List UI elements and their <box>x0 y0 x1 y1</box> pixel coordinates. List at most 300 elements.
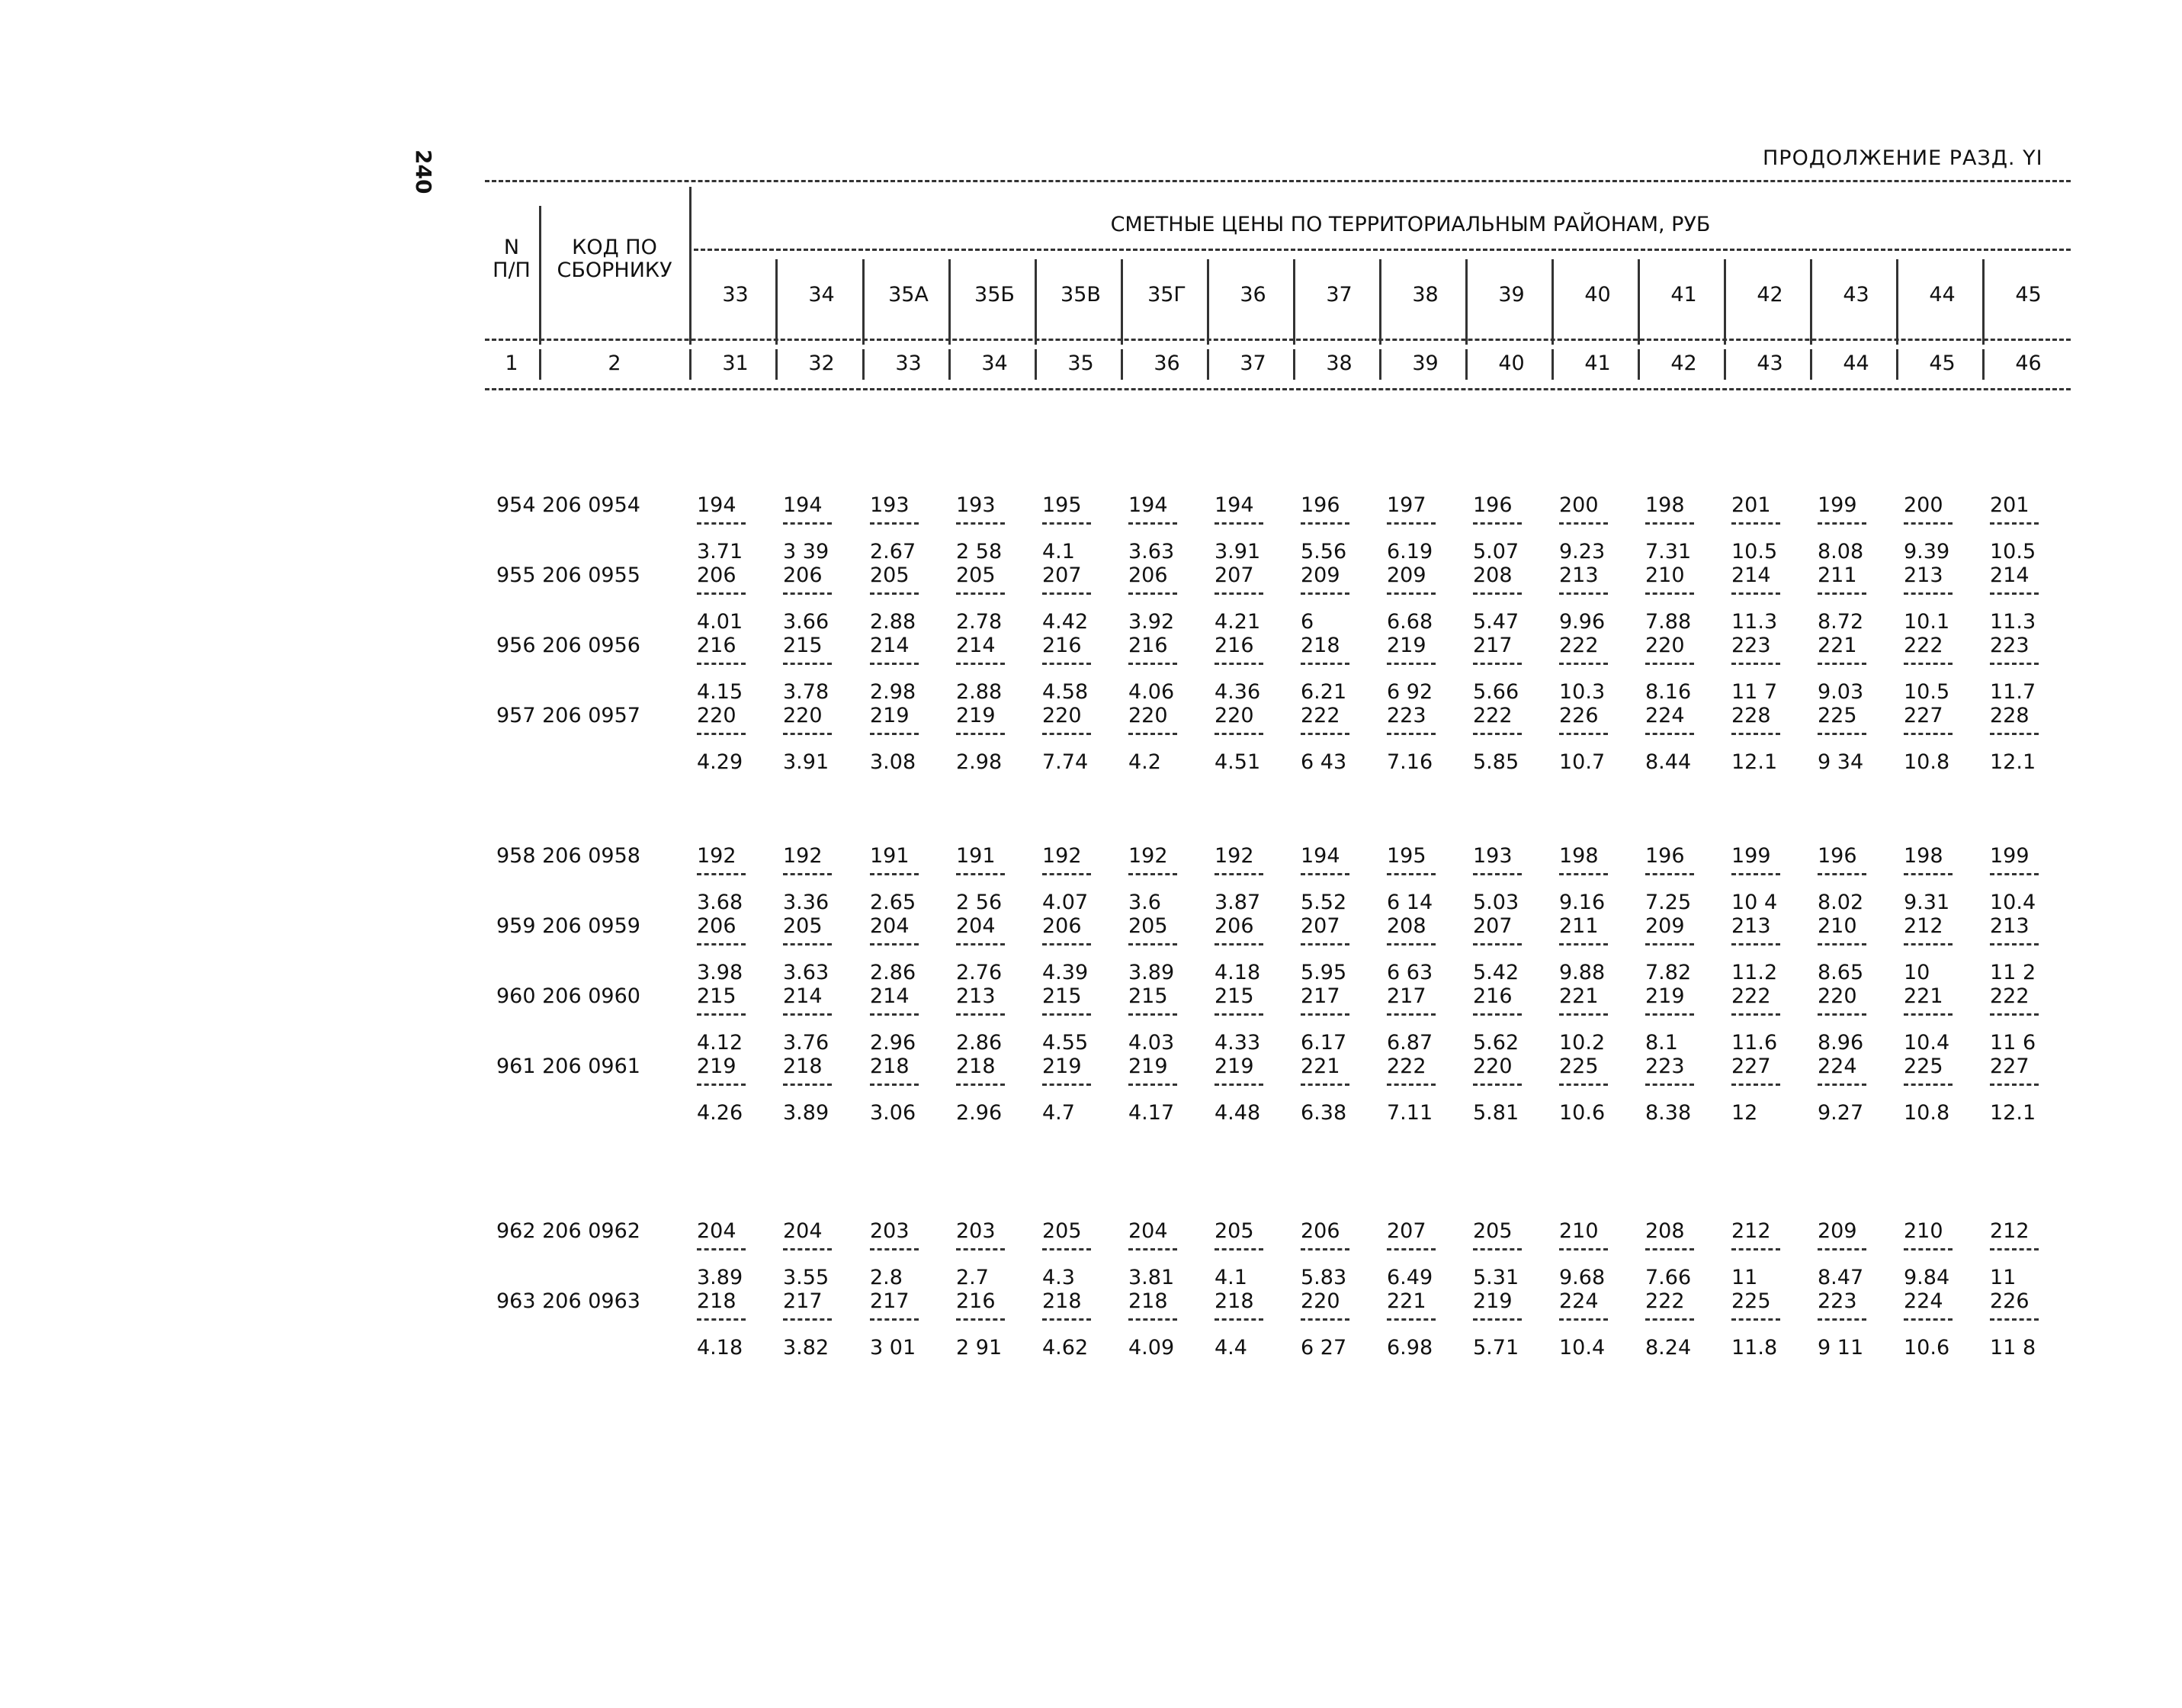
price-value: 194 <box>697 493 736 517</box>
price-value: 204 <box>783 1219 823 1243</box>
price-value: 7.11 <box>1387 1101 1433 1125</box>
price-value: 8.72 <box>1818 610 1864 634</box>
fraction-rule <box>783 592 832 595</box>
price-value: 6.19 <box>1387 540 1433 563</box>
price-value: 3 01 <box>870 1336 916 1360</box>
price-value: 11.8 <box>1731 1336 1778 1360</box>
price-value: 8.16 <box>1645 680 1692 704</box>
fraction-rule <box>870 522 919 525</box>
fraction-rule <box>1904 592 1953 595</box>
price-value: 5.62 <box>1473 1031 1519 1055</box>
fraction-rule <box>1904 663 1953 665</box>
price-value: 5.52 <box>1301 891 1347 914</box>
fraction-rule <box>1128 1084 1177 1086</box>
fraction-rule <box>1301 733 1349 735</box>
fraction-rule <box>1731 943 1780 946</box>
price-value: 2 58 <box>956 540 1003 563</box>
header-region: 41 <box>1670 283 1697 307</box>
fraction-rule <box>1990 1084 2039 1086</box>
fraction-rule <box>1818 1318 1866 1321</box>
row-code-label: 959 206 0959 <box>496 914 640 938</box>
column-number: 42 <box>1670 352 1697 375</box>
price-value: 5.71 <box>1473 1336 1519 1360</box>
price-value: 224 <box>1645 704 1685 727</box>
fraction-rule <box>1301 663 1349 665</box>
price-value: 198 <box>1645 493 1685 517</box>
price-value: 226 <box>1990 1289 2030 1313</box>
price-value: 4.51 <box>1215 750 1261 774</box>
fraction-rule <box>956 592 1005 595</box>
fraction-rule <box>1645 1013 1694 1016</box>
fraction-rule <box>870 1318 919 1321</box>
price-value: 192 <box>1215 844 1254 868</box>
fraction-rule <box>783 943 832 946</box>
price-value: 208 <box>1645 1219 1685 1243</box>
fraction-rule <box>783 1318 832 1321</box>
price-value: 204 <box>1128 1219 1168 1243</box>
fraction-rule <box>1904 1318 1953 1321</box>
fraction-rule <box>1301 1318 1349 1321</box>
price-value: 207 <box>1301 914 1340 938</box>
price-value: 10 <box>1904 961 1930 984</box>
price-value: 7.74 <box>1042 750 1089 774</box>
price-value: 4.4 <box>1215 1336 1247 1360</box>
price-value: 221 <box>1904 984 1943 1008</box>
price-value: 4.39 <box>1042 961 1089 984</box>
price-value: 10.4 <box>1904 1031 1950 1055</box>
fraction-rule <box>1128 663 1177 665</box>
price-value: 2 56 <box>956 891 1003 914</box>
price-value: 12 <box>1731 1101 1758 1125</box>
price-value: 218 <box>1301 634 1340 657</box>
price-value: 11 2 <box>1990 961 2036 984</box>
price-value: 223 <box>1387 704 1426 727</box>
price-value: 218 <box>1215 1289 1254 1313</box>
fraction-rule <box>1731 592 1780 595</box>
price-value: 193 <box>1473 844 1513 868</box>
price-value: 219 <box>1215 1055 1254 1078</box>
price-value: 206 <box>1128 563 1168 587</box>
price-value: 200 <box>1559 493 1599 517</box>
price-value: 222 <box>1387 1055 1426 1078</box>
price-value: 192 <box>1128 844 1168 868</box>
row-code-label: 963 206 0963 <box>496 1289 640 1313</box>
fraction-rule <box>1042 873 1091 875</box>
price-value: 224 <box>1904 1289 1943 1313</box>
price-value: 7.16 <box>1387 750 1433 774</box>
fraction-rule <box>1990 943 2039 946</box>
price-value: 220 <box>783 704 823 727</box>
price-value: 6 27 <box>1301 1336 1347 1360</box>
price-value: 3.89 <box>697 1266 743 1289</box>
price-value: 9.88 <box>1559 961 1606 984</box>
price-value: 3.91 <box>1215 540 1261 563</box>
header-region: 35Г <box>1147 283 1186 307</box>
price-value: 3.76 <box>783 1031 829 1055</box>
price-value: 224 <box>1818 1055 1857 1078</box>
price-value: 210 <box>1645 563 1685 587</box>
fraction-rule <box>1387 663 1436 665</box>
price-value: 218 <box>697 1289 736 1313</box>
fraction-rule <box>1818 1248 1866 1250</box>
fraction-rule <box>870 1248 919 1250</box>
price-value: 4.15 <box>697 680 743 704</box>
price-value: 11.6 <box>1731 1031 1778 1055</box>
fraction-rule <box>1818 733 1866 735</box>
price-value: 196 <box>1301 493 1340 517</box>
price-value: 3.89 <box>1128 961 1175 984</box>
price-value: 11.2 <box>1731 961 1778 984</box>
fraction-rule <box>956 1318 1005 1321</box>
price-value: 2.8 <box>870 1266 903 1289</box>
price-value: 10.6 <box>1559 1101 1606 1125</box>
fraction-rule <box>1387 943 1436 946</box>
price-value: 5.47 <box>1473 610 1519 634</box>
fraction-rule <box>1559 663 1608 665</box>
fraction-rule <box>1215 1013 1263 1016</box>
fraction-rule <box>1301 522 1349 525</box>
fraction-rule <box>1731 1318 1780 1321</box>
price-value: 2.7 <box>956 1266 989 1289</box>
price-value: 7.66 <box>1645 1266 1692 1289</box>
price-value: 8.24 <box>1645 1336 1692 1360</box>
fraction-rule <box>870 1084 919 1086</box>
price-value: 191 <box>870 844 910 868</box>
header-rule-group <box>694 249 2071 251</box>
price-value: 11.3 <box>1990 610 2036 634</box>
fraction-rule <box>870 663 919 665</box>
header-n-label: П/П <box>493 258 531 282</box>
fraction-rule <box>1904 733 1953 735</box>
price-value: 7.31 <box>1645 540 1692 563</box>
price-value: 213 <box>1731 914 1771 938</box>
price-value: 2.76 <box>956 961 1003 984</box>
column-number: 34 <box>981 352 1008 375</box>
fraction-rule <box>956 943 1005 946</box>
fraction-rule <box>956 1084 1005 1086</box>
price-value: 3.63 <box>783 961 829 984</box>
header-region: 43 <box>1843 283 1869 307</box>
price-value: 12.1 <box>1731 750 1778 774</box>
header-code-label: СБОРНИКУ <box>557 258 672 282</box>
fraction-rule <box>1818 873 1866 875</box>
fraction-rule <box>956 1013 1005 1016</box>
column-number: 38 <box>1326 352 1353 375</box>
price-value: 207 <box>1215 563 1254 587</box>
header-rule-bottom <box>485 388 2071 390</box>
price-value: 2.78 <box>956 610 1003 634</box>
price-value: 8.08 <box>1818 540 1864 563</box>
fraction-rule <box>1215 1084 1263 1086</box>
price-value: 196 <box>1818 844 1857 868</box>
price-value: 199 <box>1731 844 1771 868</box>
price-value: 206 <box>697 914 736 938</box>
fraction-rule <box>1990 873 2039 875</box>
price-value: 3 39 <box>783 540 829 563</box>
price-value: 199 <box>1990 844 2030 868</box>
price-value: 196 <box>1645 844 1685 868</box>
price-value: 223 <box>1990 634 2030 657</box>
price-value: 11 <box>1731 1266 1758 1289</box>
fraction-rule <box>1387 1248 1436 1250</box>
price-value: 197 <box>1387 493 1426 517</box>
fraction-rule <box>1904 1084 1953 1086</box>
price-value: 8.47 <box>1818 1266 1864 1289</box>
fraction-rule <box>1215 592 1263 595</box>
price-value: 214 <box>956 634 996 657</box>
fraction-rule <box>783 1084 832 1086</box>
fraction-rule <box>1645 733 1694 735</box>
price-value: 218 <box>1042 1289 1082 1313</box>
fraction-rule <box>1473 1013 1522 1016</box>
price-value: 6 63 <box>1387 961 1433 984</box>
price-value: 10.7 <box>1559 750 1606 774</box>
price-value: 205 <box>1128 914 1168 938</box>
price-value: 195 <box>1387 844 1426 868</box>
price-value: 9.23 <box>1559 540 1606 563</box>
price-value: 213 <box>956 984 996 1008</box>
price-value: 222 <box>1301 704 1340 727</box>
price-value: 8.38 <box>1645 1101 1692 1125</box>
price-value: 198 <box>1559 844 1599 868</box>
header-n-label: N <box>503 236 520 259</box>
fraction-rule <box>1473 733 1522 735</box>
price-value: 10.5 <box>1904 680 1950 704</box>
price-value: 217 <box>1301 984 1340 1008</box>
fraction-rule <box>1559 1248 1608 1250</box>
column-number: 39 <box>1412 352 1439 375</box>
price-value: 220 <box>1042 704 1082 727</box>
fraction-rule <box>1042 1084 1091 1086</box>
price-value: 210 <box>1559 1219 1599 1243</box>
fraction-rule <box>1990 663 2039 665</box>
price-value: 7.88 <box>1645 610 1692 634</box>
price-value: 223 <box>1731 634 1771 657</box>
price-value: 7.25 <box>1645 891 1692 914</box>
price-value: 2.98 <box>956 750 1003 774</box>
price-value: 220 <box>1473 1055 1513 1078</box>
fraction-rule <box>1731 733 1780 735</box>
header-divider-n <box>539 206 541 345</box>
price-value: 4.2 <box>1128 750 1161 774</box>
fraction-rule <box>870 592 919 595</box>
price-value: 4.06 <box>1128 680 1175 704</box>
price-value: 222 <box>1990 984 2030 1008</box>
header-divider-code-lower <box>689 349 692 380</box>
column-number: 1 <box>505 352 518 375</box>
fraction-rule <box>1990 1248 2039 1250</box>
price-value: 8.44 <box>1645 750 1692 774</box>
price-value: 194 <box>1128 493 1168 517</box>
price-value: 205 <box>1473 1219 1513 1243</box>
price-value: 215 <box>783 634 823 657</box>
price-value: 4.18 <box>697 1336 743 1360</box>
fraction-rule <box>1473 1318 1522 1321</box>
price-value: 9 11 <box>1818 1336 1864 1360</box>
price-value: 5.66 <box>1473 680 1519 704</box>
price-value: 213 <box>1559 563 1599 587</box>
price-value: 3.82 <box>783 1336 829 1360</box>
price-value: 219 <box>697 1055 736 1078</box>
fraction-rule <box>1818 592 1866 595</box>
price-value: 221 <box>1559 984 1599 1008</box>
price-value: 225 <box>1559 1055 1599 1078</box>
price-value: 10.5 <box>1731 540 1778 563</box>
fraction-rule <box>1990 1318 2039 1321</box>
price-value: 221 <box>1387 1289 1426 1313</box>
price-value: 206 <box>697 563 736 587</box>
price-value: 11 7 <box>1731 680 1778 704</box>
fraction-rule <box>1990 733 2039 735</box>
price-value: 8.02 <box>1818 891 1864 914</box>
price-value: 198 <box>1904 844 1943 868</box>
price-value: 2 91 <box>956 1336 1003 1360</box>
fraction-rule <box>783 873 832 875</box>
price-value: 212 <box>1904 914 1943 938</box>
price-value: 215 <box>1128 984 1168 1008</box>
price-value: 5.56 <box>1301 540 1347 563</box>
price-value: 204 <box>697 1219 736 1243</box>
price-value: 3.06 <box>870 1101 916 1125</box>
price-value: 10.1 <box>1904 610 1950 634</box>
price-value: 214 <box>1731 563 1771 587</box>
price-value: 4.12 <box>697 1031 743 1055</box>
price-value: 228 <box>1731 704 1771 727</box>
price-value: 227 <box>1731 1055 1771 1078</box>
fraction-rule <box>1042 943 1091 946</box>
price-value: 3.6 <box>1128 891 1161 914</box>
fraction-rule <box>1818 522 1866 525</box>
fraction-rule <box>1731 1084 1780 1086</box>
price-value: 9.03 <box>1818 680 1864 704</box>
fraction-rule <box>697 1084 746 1086</box>
fraction-rule <box>1645 522 1694 525</box>
price-value: 6.21 <box>1301 680 1347 704</box>
price-value: 214 <box>870 984 910 1008</box>
fraction-rule <box>1301 1084 1349 1086</box>
column-number: 40 <box>1498 352 1525 375</box>
price-value: 217 <box>1473 634 1513 657</box>
fraction-rule <box>870 733 919 735</box>
fraction-rule <box>1645 943 1694 946</box>
price-value: 10.8 <box>1904 750 1950 774</box>
price-value: 11 <box>1990 1266 2017 1289</box>
price-value: 226 <box>1559 704 1599 727</box>
header-region: 33 <box>722 283 749 307</box>
price-value: 206 <box>1215 914 1254 938</box>
price-value: 8.96 <box>1818 1031 1864 1055</box>
price-value: 191 <box>956 844 996 868</box>
fraction-rule <box>1301 1248 1349 1250</box>
price-value: 203 <box>870 1219 910 1243</box>
fraction-rule <box>1473 943 1522 946</box>
price-value: 6.68 <box>1387 610 1433 634</box>
fraction-rule <box>1301 873 1349 875</box>
fraction-rule <box>1559 1013 1608 1016</box>
fraction-rule <box>1387 873 1436 875</box>
price-value: 3.71 <box>697 540 743 563</box>
price-value: 11.7 <box>1990 680 2036 704</box>
price-value: 214 <box>870 634 910 657</box>
price-value: 206 <box>1301 1219 1340 1243</box>
price-value: 6 92 <box>1387 680 1433 704</box>
price-value: 4.1 <box>1042 540 1075 563</box>
price-value: 218 <box>956 1055 996 1078</box>
price-value: 210 <box>1818 914 1857 938</box>
fraction-rule <box>783 663 832 665</box>
price-value: 207 <box>1387 1219 1426 1243</box>
fraction-rule <box>1731 1248 1780 1250</box>
price-value: 220 <box>1301 1289 1340 1313</box>
price-value: 220 <box>1128 704 1168 727</box>
fraction-rule <box>956 1248 1005 1250</box>
fraction-rule <box>1215 522 1263 525</box>
column-number: 37 <box>1240 352 1266 375</box>
fraction-rule <box>1559 733 1608 735</box>
header-region: 35В <box>1061 283 1101 307</box>
price-value: 215 <box>1042 984 1082 1008</box>
price-value: 6.87 <box>1387 1031 1433 1055</box>
price-value: 205 <box>783 914 823 938</box>
price-value: 3.78 <box>783 680 829 704</box>
fraction-rule <box>1215 943 1263 946</box>
row-code-label: 957 206 0957 <box>496 704 640 727</box>
price-value: 225 <box>1818 704 1857 727</box>
fraction-rule <box>1215 1248 1263 1250</box>
price-value: 219 <box>870 704 910 727</box>
fraction-rule <box>1904 1013 1953 1016</box>
fraction-rule <box>697 1013 746 1016</box>
price-value: 216 <box>1215 634 1254 657</box>
fraction-rule <box>1301 943 1349 946</box>
price-value: 225 <box>1904 1055 1943 1078</box>
price-value: 205 <box>1042 1219 1082 1243</box>
price-value: 193 <box>870 493 910 517</box>
fraction-rule <box>1473 522 1522 525</box>
page-header: ПРОДОЛЖЕНИЕ РАЗД. YI <box>1763 146 2043 170</box>
price-value: 5.07 <box>1473 540 1519 563</box>
fraction-rule <box>1128 592 1177 595</box>
price-value: 4.48 <box>1215 1101 1261 1125</box>
price-value: 12.1 <box>1990 1101 2036 1125</box>
row-code-label: 962 206 0962 <box>496 1219 640 1243</box>
price-value: 4.17 <box>1128 1101 1175 1125</box>
price-value: 208 <box>1387 914 1426 938</box>
price-value: 196 <box>1473 493 1513 517</box>
price-value: 216 <box>1128 634 1168 657</box>
price-value: 6 43 <box>1301 750 1347 774</box>
fraction-rule <box>1731 1013 1780 1016</box>
fraction-rule <box>1904 1248 1953 1250</box>
header-rule-top <box>485 180 2071 182</box>
price-value: 4.18 <box>1215 961 1261 984</box>
price-value: 6.38 <box>1301 1101 1347 1125</box>
fraction-rule <box>1128 733 1177 735</box>
fraction-rule <box>1128 522 1177 525</box>
fraction-rule <box>870 1013 919 1016</box>
price-value: 214 <box>1990 563 2030 587</box>
price-value: 216 <box>956 1289 996 1313</box>
price-value: 9.27 <box>1818 1101 1864 1125</box>
price-value: 205 <box>956 563 996 587</box>
price-value: 4.33 <box>1215 1031 1261 1055</box>
price-value: 6.17 <box>1301 1031 1347 1055</box>
header-region: 38 <box>1412 283 1439 307</box>
price-value: 199 <box>1818 493 1857 517</box>
price-value: 216 <box>697 634 736 657</box>
price-value: 5.31 <box>1473 1266 1519 1289</box>
price-value: 192 <box>697 844 736 868</box>
